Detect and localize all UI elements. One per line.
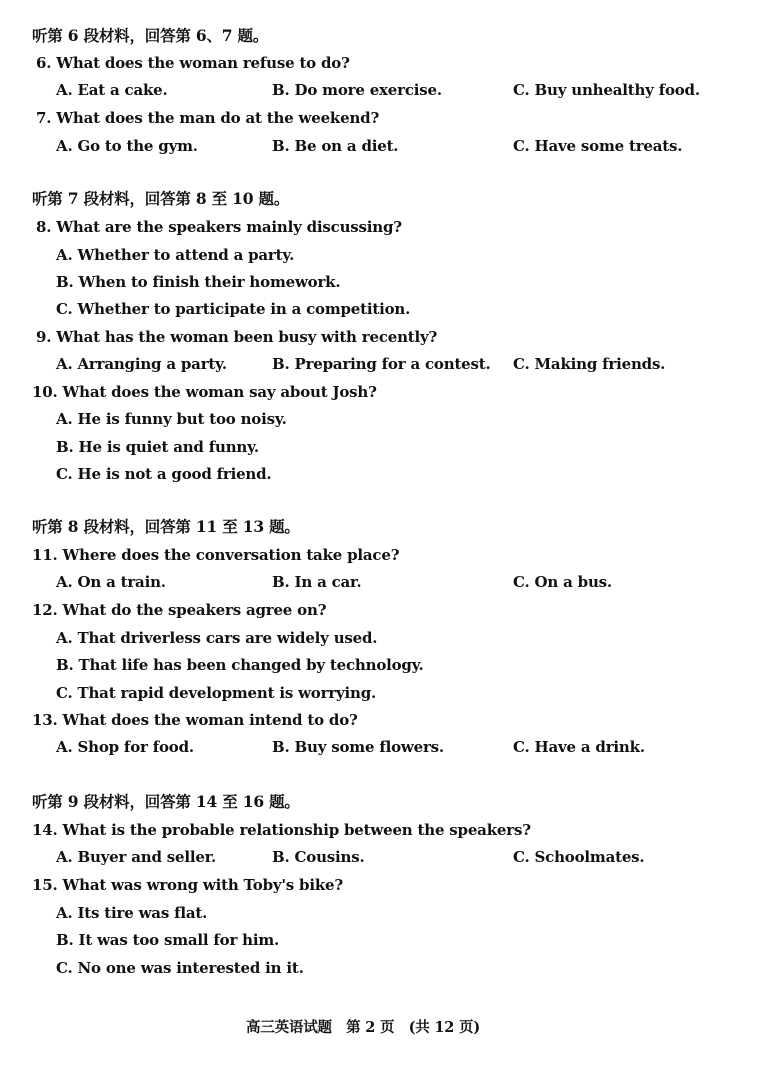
question-stem: 11. Where does the conversation take place? — [32, 546, 400, 564]
option-b: B. Do more exercise. — [272, 81, 442, 99]
option-c: C. He is not a good friend. — [56, 465, 272, 483]
option-c: C. That rapid development is worrying. — [56, 684, 377, 702]
option-a: A. That driverless cars are widely used. — [56, 629, 378, 647]
option-b: B. Cousins. — [272, 848, 365, 866]
question-stem: 13. What does the woman intend to do? — [32, 711, 358, 729]
section-header: 听第 8 段材料，回答第 11 至 13 题。 — [32, 517, 300, 536]
option-b: B. When to finish their homework. — [56, 273, 341, 291]
option-a: A. Arranging a party. — [56, 355, 227, 373]
question-stem: 6. What does the woman refuse to do? — [36, 54, 350, 72]
option-b: B. Be on a diet. — [272, 137, 399, 155]
question-stem: 15. What was wrong with Toby's bike? — [32, 876, 343, 894]
option-b: B. In a car. — [272, 573, 362, 591]
question-stem: 7. What does the man do at the weekend? — [36, 109, 380, 127]
option-c: C. Schoolmates. — [513, 848, 645, 866]
option-a: A. Whether to attend a party. — [56, 246, 295, 264]
option-c: C. Have a drink. — [513, 738, 645, 756]
question-stem: 9. What has the woman been busy with recently? — [36, 328, 438, 346]
question-stem: 14. What is the probable relationship between the speakers? — [32, 821, 531, 839]
option-b: B. Preparing for a contest. — [272, 355, 491, 373]
option-a: A. Go to the gym. — [56, 137, 198, 155]
question-stem: 12. What do the speakers agree on? — [32, 601, 327, 619]
option-c: C. On a bus. — [513, 573, 612, 591]
option-c: C. Have some treats. — [513, 137, 683, 155]
option-c: C. Whether to participate in a competition. — [56, 300, 411, 318]
option-b: B. He is quiet and funny. — [56, 438, 259, 456]
option-c: C. No one was interested in it. — [56, 959, 304, 977]
section-header: 听第 9 段材料，回答第 14 至 16 题。 — [32, 792, 300, 811]
option-a: A. Its tire was flat. — [56, 904, 208, 922]
option-a: A. Shop for food. — [56, 738, 194, 756]
question-stem: 8. What are the speakers mainly discussing? — [36, 218, 402, 236]
option-a: A. Eat a cake. — [56, 81, 168, 99]
option-b: B. That life has been changed by technology. — [56, 656, 424, 674]
option-c: C. Making friends. — [513, 355, 666, 373]
section-header: 听第 7 段材料，回答第 8 至 10 题。 — [32, 189, 290, 208]
option-b: B. Buy some flowers. — [272, 738, 444, 756]
option-c: C. Buy unhealthy food. — [513, 81, 700, 99]
question-stem: 10. What does the woman say about Josh? — [32, 383, 377, 401]
page-footer: 高三英语试题 第 2 页 (共 12 页) — [246, 1019, 480, 1036]
option-a: A. He is funny but too noisy. — [56, 410, 287, 428]
option-a: A. On a train. — [56, 573, 166, 591]
section-header: 听第 6 段材料，回答第 6、7 题。 — [32, 26, 269, 45]
option-b: B. It was too small for him. — [56, 931, 280, 949]
option-a: A. Buyer and seller. — [56, 848, 217, 866]
